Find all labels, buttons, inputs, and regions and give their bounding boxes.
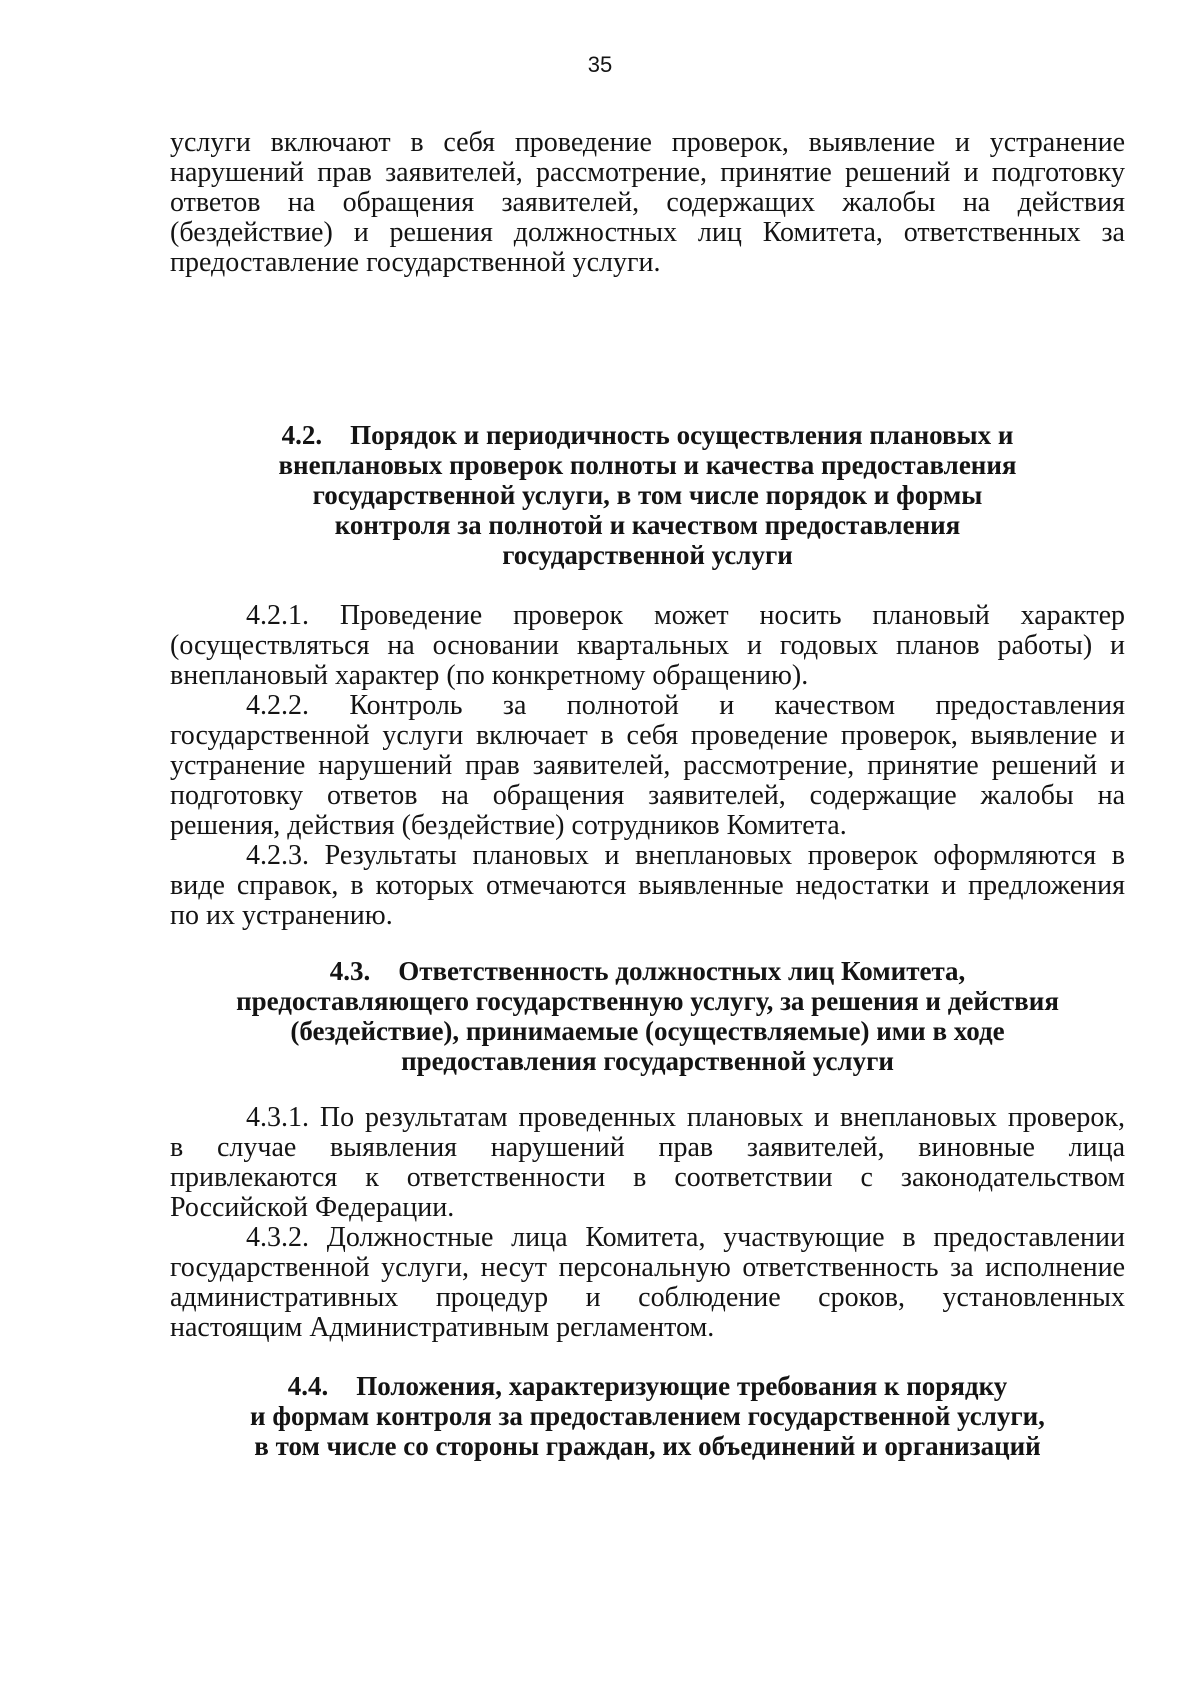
text-line: услуги включают в себя проведение проверок, выявление и устранение [170,127,1125,158]
text-line: устранение нарушений прав заявителей, рассмотрение, принятие решений и [170,750,1125,781]
text-line: 4.2.3. Результаты плановых и внеплановых проверок оформляются в [246,840,1125,871]
heading-line: (бездействие), принимаемые (осуществляемые) ими в ходе [290,1016,1005,1046]
text-line: ответов на обращения заявителей, содержащих жалобы на действия [170,187,1125,218]
text-line: государственной услуги включает в себя проведение проверок, выявление и [170,720,1125,751]
heading-text: Положения, характеризующие требования к порядку [356,1371,1008,1401]
text-line: (бездействие) и решения должностных лиц Комитета, ответственных за [170,217,1125,248]
text-line: подготовку ответов на обращения заявителей, содержащие жалобы на [170,780,1125,811]
heading-line: в том числе со стороны граждан, их объединений и организаций [254,1431,1041,1461]
intro-paragraph [170,128,1125,278]
section-number: 4.2. [281,420,323,450]
text-line: 4.3.1. По результатам проведенных плановых и внеплановых проверок, [246,1102,1125,1133]
section-number: 4.4. [287,1371,329,1401]
section-heading-4-4 [170,1371,1125,1461]
text-line: предоставление государственной услуги. [170,247,661,278]
text-line: 4.3.2. Должностные лица Комитета, участвующие в предоставлении [246,1222,1125,1253]
paragraph-4-2-1 [170,601,1125,691]
heading-line: государственной услуги [502,540,793,570]
text-line: 4.2.1. Проведение проверок может носить плановый характер [246,600,1125,631]
text-line: 4.2.2. Контроль за полнотой и качеством предоставления [246,690,1125,721]
text-line: привлекаются к ответственности в соответствии с законодательством [170,1162,1125,1193]
paragraph-4-3-2 [170,1223,1125,1343]
heading-text: Ответственность должностных лиц Комитета, [398,956,966,986]
heading-line [170,420,1125,450]
text-line: внеплановый характер (по конкретному обращению). [170,660,809,691]
text-line: нарушений прав заявителей, рассмотрение, принятие решений и подготовку [170,157,1125,188]
page-number: 35 [587,52,613,77]
text-line: виде справок, в которых отмечаются выявленные недостатки и предложения [170,870,1125,901]
heading-line [170,1371,1125,1401]
section-number: 4.3. [329,956,371,986]
text-line: решения, действия (бездействие) сотрудников Комитета. [170,810,847,841]
text-line: в случае выявления нарушений прав заявителей, виновные лица [170,1132,1125,1163]
heading-text: Порядок и периодичность осуществления плановых и [350,420,1014,450]
text-line: настоящим Административным регламентом. [170,1312,715,1343]
heading-line: внеплановых проверок полноты и качества предоставления [278,450,1017,480]
section-heading-4-3 [170,956,1125,1076]
heading-line: и формам контроля за предоставлением государственной услуги, [250,1401,1045,1431]
paragraph-4-3-1 [170,1103,1125,1223]
paragraph-4-2-2 [170,691,1125,841]
text-line: государственной услуги, несут персональную ответственность за исполнение [170,1252,1125,1283]
heading-line: предоставляющего государственную услугу, за решения и действия [236,986,1059,1016]
heading-line: предоставления государственной услуги [401,1046,894,1076]
section-heading-4-2 [170,420,1125,570]
heading-line [170,956,1125,986]
text-line: по их устранению. [170,900,393,931]
text-line: (осуществляться на основании квартальных и годовых планов работы) и [170,630,1125,661]
text-line: Российской Федерации. [170,1192,455,1223]
paragraph-4-2-3 [170,841,1125,931]
heading-line: контроля за полнотой и качеством предоставления [334,510,961,540]
text-line: административных процедур и соблюдение сроков, установленных [170,1282,1125,1313]
heading-line: государственной услуги, в том числе порядок и формы [312,480,983,510]
